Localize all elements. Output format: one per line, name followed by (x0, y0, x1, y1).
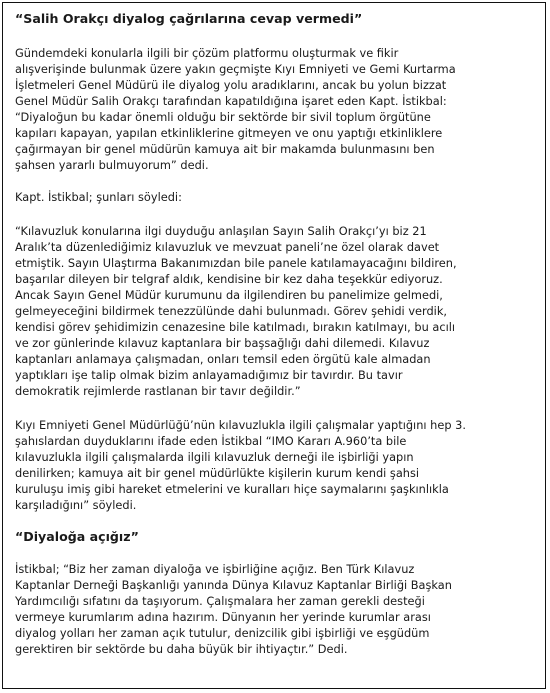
text-line: yaptıkları işe talip olmak bizim anlayamadığımız bir tavırdır. Bu tavır (15, 368, 403, 382)
text-line: İstikbal; “Biz her zaman diyaloğa ve işbirliğine açığız. Ben Türk Kılavuz (15, 562, 415, 576)
section-heading: “Diyaloğa açığız” (15, 529, 139, 544)
text-line: Yardımcılığı sıfatını da taşıyorum. Çalışmalara her zaman gerekli desteği (15, 594, 425, 608)
article-heading: “Salih Orakçı diyalog çağrılarına cevap vermedi” (15, 11, 363, 26)
text-line: Genel Müdür Salih Orakçı tarafından kapatıldığına işaret eden Kapt. İstikbal: (15, 94, 447, 108)
text-line: karşıladığını” söyledi. (15, 498, 137, 512)
article-frame (2, 2, 546, 689)
text-line: Aralık’ta düzenlediğimiz kılavuzluk ve mevzuat paneli’ne özel olarak davet (15, 240, 440, 254)
text-line: “Kılavuzluk konularına ilgi duyduğu anlaşılan Sayın Salih Orakçı’yı biz 21 (15, 224, 427, 238)
text-line: gerektiren bir sektörde bu daha büyük bir ihtiyaçtır.” Dedi. (15, 642, 348, 656)
text-line: diyalog yolları her zaman açık tutulur, denizcilik gibi işbirliği ve eşgüdüm (15, 626, 430, 640)
text-line: demokratik rejimlerde rastlanan bir tavır değildir.” (15, 384, 301, 398)
text-line: Kıyı Emniyeti Genel Müdürlüğü’nün kılavuzlukla ilgili çalışmalar yaptığını hep 3. (15, 418, 466, 432)
text-line: kapıları kapayan, yapılan etkinliklerine gitmeyen ve onu yaptığı etkinliklere (15, 126, 443, 140)
paragraph-quote (15, 223, 539, 399)
text-line: Kapt. İstikbal; şunları söyledi: (15, 190, 182, 204)
text-line: gelmeyeceğini bildirmek tenezzülünde dahi bulunmadı. Görev şehidi verdik, (15, 304, 448, 318)
paragraph-transition (15, 189, 539, 205)
text-line: “Diyaloğun bu kadar önemli olduğu bir sektörde bir sivil toplum örgütüne (15, 110, 431, 124)
text-line: şahsen yararlı bulmuyorum” dedi. (15, 158, 209, 172)
article-body (15, 11, 539, 671)
text-line: İşletmeleri Genel Müdürü ile diyalog yolu aradıklarını, ancak bu yolun bizzat (15, 78, 447, 92)
text-line: kılavuzlukla ilgili çalışmalarda ilgili kılavuzluk derneği ile işbirliği yapın (15, 450, 414, 464)
text-line: denilirken; kamuya ait bir genel müdürlükte kişilerin kurum kendi şahsi (15, 466, 420, 480)
paragraph-dialog (15, 561, 539, 657)
text-line: etmiştik. Sayın Ulaştırma Bakanımızdan bile panele katılamayacağını bildiren, (15, 256, 457, 270)
text-line: kaptanları anlamaya çalışmadan, onları temsil eden örgütü kale almadan (15, 352, 431, 366)
paragraph-intro (15, 45, 539, 173)
text-line: Ancak Sayın Genel Müdür kurumunu da ilgilendiren bu panelimize gelmedi, (15, 288, 443, 302)
text-line: Gündemdeki konularla ilgili bir çözüm platformu oluşturmak ve fikir (15, 46, 399, 60)
text-line: kuruluşu imiş gibi hareket etmelerini ve kuralları hiçe saymalarını şaşkınlıkla (15, 482, 449, 496)
text-line: vermeye kurumlarım adına hazırım. Dünyanın her yerinde kurumlar arası (15, 610, 431, 624)
text-line: şahıslardan duyduklarını ifade eden İstikbal “IMO Kararı A.960’ta bile (15, 434, 407, 448)
text-line: alışverişinde bulunmak üzere yakın geçmişte Kıyı Emniyeti ve Gemi Kurtarma (15, 62, 456, 76)
text-line: çağırmayan bir genel müdürün kamuya ait bir makamda bulunmasını ben (15, 142, 435, 156)
text-line: başarılar dileyen bir telgraf aldık, kendisine bir kez daha teşekkür ediyoruz. (15, 272, 443, 286)
text-line: Kaptanlar Derneği Başkanlığı yanında Dünya Kılavuz Kaptanlar Birliği Başkan (15, 578, 452, 592)
paragraph-imo (15, 417, 539, 513)
text-line: ve zor günlerinde kılavuz kaptanlara bir başsağlığı dahi dilemedi. Kılavuz (15, 336, 430, 350)
text-line: kendisi görev şehidimizin cenazesine bile katılmadı, bırakın katılmayı, bu acılı (15, 320, 456, 334)
